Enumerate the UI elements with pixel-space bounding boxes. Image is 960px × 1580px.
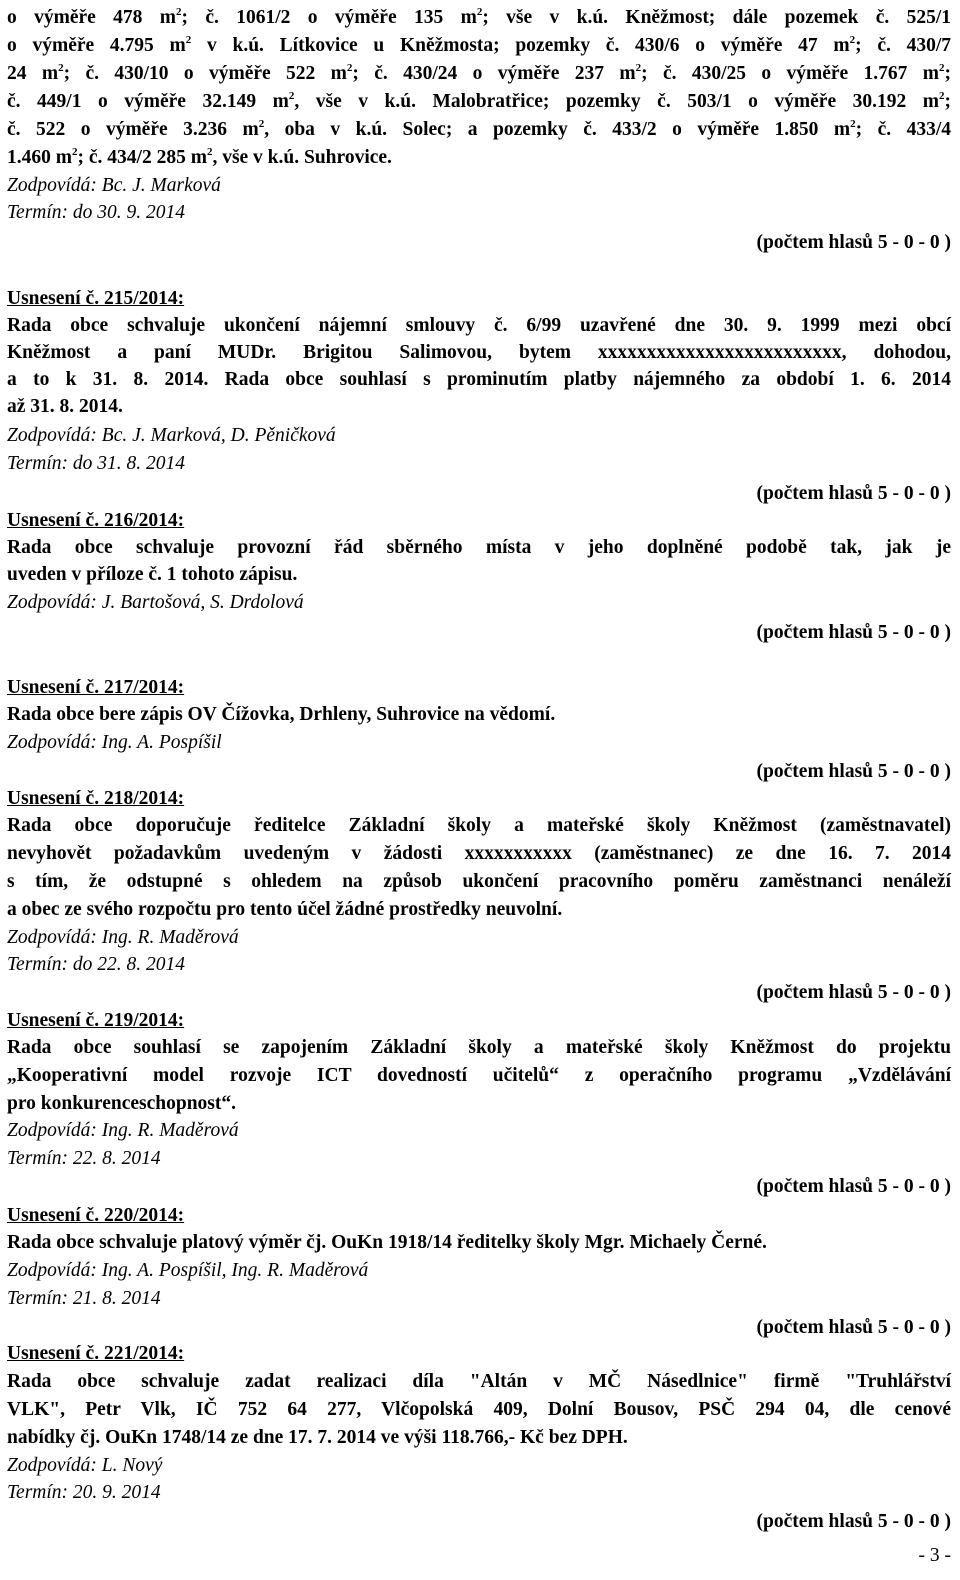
resolution-heading: Usnesení č. 217/2014: [7, 677, 185, 698]
resolution-heading: Usnesení č. 219/2014: [7, 1010, 185, 1031]
resolution-responsible: Zodpovídá: Ing. A. Pospíšil [7, 732, 222, 753]
intro-line-6: 1.460 $m^2$; č. 434/2 285 $m^2$, vše v k.ú. Suhrovice. [7, 146, 392, 168]
resolution-heading: Usnesení č. 215/2014: [7, 288, 185, 309]
resolution-deadline: Termín: 22. 8. 2014 [7, 1148, 161, 1169]
intro-votes: (počtem hlasů 5 - 0 - 0 ) [756, 232, 951, 253]
intro-line-2: o výměře 4.795 $m^2$ v k.ú. Lítkovice u Kněžmosta; pozemky č. 430/6 o výměře 47 $m^2$; č. 430/7 [7, 34, 952, 56]
resolution-responsible: Zodpovídá: Ing. A. Pospíšil, Ing. R. Maděrová [7, 1260, 369, 1281]
resolution-text: nevyhovět požadavkům uvedeným v žádosti xxxxxxxxxxx (zaměstnanec) ze dne 16. 7. 2014 [7, 843, 951, 864]
resolution-votes: (počtem hlasů 5 - 0 - 0 ) [756, 1176, 951, 1197]
resolution-responsible: Zodpovídá: L. Nový [7, 1455, 163, 1476]
resolution-responsible: Zodpovídá: Ing. R. Maděrová [7, 1120, 239, 1141]
resolution-deadline: Termín: do 22. 8. 2014 [7, 954, 186, 975]
intro-responsible: Zodpovídá: Bc. J. Marková [7, 175, 221, 196]
resolution-text: VLK", Petr Vlk, IČ 752 64 277, Vlčopolská 409, Dolní Bousov, PSČ 294 04, dle cenové [7, 1399, 951, 1420]
resolution-text: Rada obce souhlasí se zapojením Základní školy a mateřské školy Kněžmost do projektu [7, 1037, 951, 1058]
resolution-text: Rada obce schvaluje zadat realizaci díla "Altán v MČ Násedlnice" firmě "Truhlářství [7, 1371, 951, 1392]
intro-line-1: o výměře 478 $m^2$; č. 1061/2 o výměře 135 $m^2$; vše v k.ú. Kněžmost; dále pozemek č. 525/1 [7, 6, 951, 28]
intro-line-4: č. 449/1 o výměře 32.149 $m^2$, vše v k.ú. Malobratřice; pozemky č. 503/1 o výměře 30.192 $m^2$; [7, 90, 951, 112]
resolution-deadline: Termín: 20. 9. 2014 [7, 1482, 161, 1503]
resolution-responsible: Zodpovídá: Ing. R. Maděrová [7, 927, 239, 948]
intro-line-3: 24 $m^2$; č. 430/10 o výměře 522 $m^2$; č. 430/24 o výměře 237 $m^2$; č. 430/25 o výměře 1.767 $m^2$; [7, 62, 951, 84]
resolution-text: Rada obce schvaluje platový výměr čj. OuKn 1918/14 ředitelky školy Mgr. Michaely Černé. [7, 1232, 767, 1253]
resolution-text: uveden v příloze č. 1 tohoto zápisu. [7, 564, 298, 585]
intro-deadline: Termín: do 30. 9. 2014 [7, 202, 186, 223]
resolution-text: Rada obce schvaluje ukončení nájemní smlouvy č. 6/99 uzavřené dne 30. 9. 1999 mezi obcí [7, 315, 951, 336]
resolution-text: s tím, že odstupné s ohledem na způsob ukončení pracovního poměru zaměstnanci nenáleží [7, 871, 951, 892]
intro-line-5: č. 522 o výměře 3.236 $m^2$, oba v k.ú. Solec; a pozemky č. 433/2 o výměře 1.850 $m^2$; č. 433/4 [7, 118, 951, 140]
resolution-votes: (počtem hlasů 5 - 0 - 0 ) [756, 622, 951, 643]
resolution-votes: (počtem hlasů 5 - 0 - 0 ) [756, 483, 951, 504]
resolution-heading: Usnesení č. 218/2014: [7, 788, 185, 809]
resolution-heading: Usnesení č. 216/2014: [7, 510, 185, 531]
resolution-votes: (počtem hlasů 5 - 0 - 0 ) [756, 1511, 951, 1532]
resolution-votes: (počtem hlasů 5 - 0 - 0 ) [756, 982, 951, 1003]
resolution-text: nabídky čj. OuKn 1748/14 ze dne 17. 7. 2014 ve výši 118.766,- Kč bez DPH. [7, 1427, 628, 1448]
resolution-text: až 31. 8. 2014. [7, 396, 123, 417]
resolution-text: „Kooperativní model rozvoje ICT dovedností učitelů“ z operačního programu „Vzdělávání [7, 1065, 951, 1086]
resolution-responsible: Zodpovídá: J. Bartošová, S. Drdolová [7, 592, 304, 613]
resolution-deadline: Termín: 21. 8. 2014 [7, 1288, 161, 1309]
resolution-text: pro konkurenceschopnost“. [7, 1093, 237, 1114]
resolution-deadline: Termín: do 31. 8. 2014 [7, 453, 186, 474]
resolution-text: Rada obce schvaluje provozní řád sběrného místa v jeho doplněné podobě tak, jak je [7, 537, 951, 558]
resolution-text: Rada obce bere zápis OV Čížovka, Drhleny, Suhrovice na vědomí. [7, 704, 556, 725]
resolution-heading: Usnesení č. 220/2014: [7, 1205, 185, 1226]
resolution-text: Kněžmost a paní MUDr. Brigitou Salimovou, bytem xxxxxxxxxxxxxxxxxxxxxxxxx, dohodou, [7, 342, 951, 363]
page-number: - 3 - [918, 1545, 951, 1566]
resolution-votes: (počtem hlasů 5 - 0 - 0 ) [756, 1317, 951, 1338]
resolution-responsible: Zodpovídá: Bc. J. Marková, D. Pěničková [7, 425, 336, 446]
resolution-votes: (počtem hlasů 5 - 0 - 0 ) [756, 761, 951, 782]
resolution-text: a obec ze svého rozpočtu pro tento účel žádné prostředky neuvolní. [7, 899, 563, 920]
resolution-text: a to k 31. 8. 2014. Rada obce souhlasí s prominutím platby nájemného za období 1. 6. 2014 [7, 369, 951, 390]
resolution-text: Rada obce doporučuje ředitelce Základní školy a mateřské školy Kněžmost (zaměstnavatel) [7, 815, 951, 836]
resolution-heading: Usnesení č. 221/2014: [7, 1343, 185, 1364]
